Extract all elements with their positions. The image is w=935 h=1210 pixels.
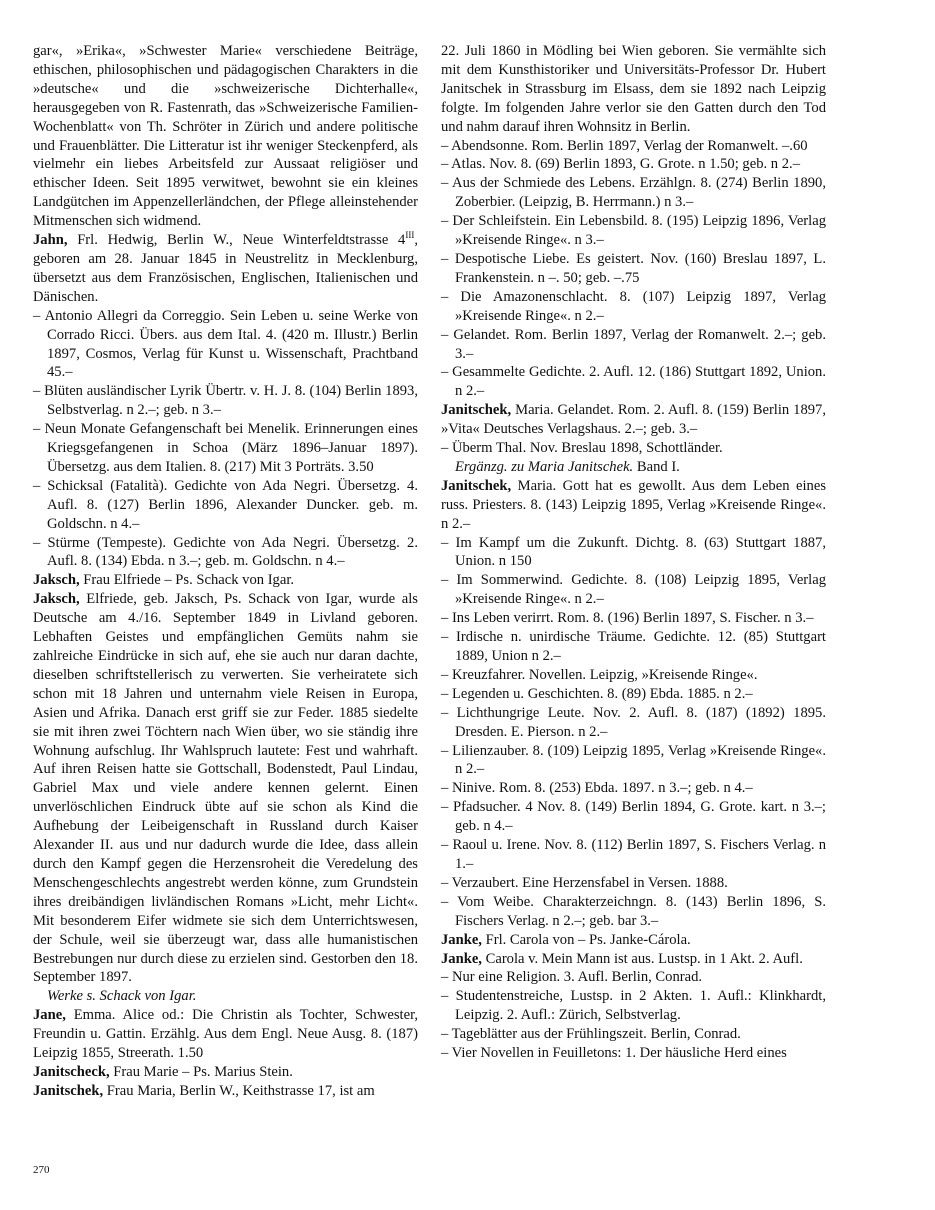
work-item: – Vom Weibe. Charakterzeichngn. 8. (143) Berlin 1896, S. Fischers Verlag. n 2.–; geb. bar 3.–	[441, 893, 826, 929]
work-item: – Gesammelte Gedichte. 2. Aufl. 12. (186) Stuttgart 1892, Union. n 2.–	[441, 364, 826, 400]
work-item: – Kreuzfahrer. Novellen. Leipzig, »Kreisende Ringe«.	[441, 666, 758, 683]
work-item: – Studentenstreiche, Lustsp. in 2 Akten. 1. Aufl.: Klinkhardt, Leipzig. 2. Aufl.: Zürich, Selbstverlag.	[441, 988, 826, 1024]
headword: Janitschek,	[441, 477, 512, 494]
work-item: – Neun Monate Gefangenschaft bei Menelik. Erinnerungen eines Kriegsgefangenen in Schoa (März 1896–Januar 1897). Übersetzg. aus dem Italien. 8. (217) Mit 3 Porträts. 3.50	[33, 421, 418, 475]
headword: Jane,	[33, 1007, 66, 1024]
entry-jaksch: Jaksch, Elfriede, geb. Jaksch, Ps. Schack von Igar, wurde als Deutsche am 4./16. September 1849 in Livland geboren. Lebhaften Geistes und empfänglichen Gemüts nahm sie zahlreiche Eindrücke in sich auf, ehe sie auch nur daran dachte, dieselben schriftstellerisch zu verwerten. Sie verheiratete sich schon mit 18 Jahren und unternahm viele Reisen in Europa, Asien und Afrika. Danach erst griff sie zur Feder. 1885 siedelte sie mit ihren zwei Töchtern nach Wien über, wo sie ständig ihre Wohnung aufschlug. Ihr Wahlspruch lautete: Fest und wahrhaft. Auf ihren Reisen hatte sie Gottschall, Bodenstedt, Paul Lindau, Gabriel Max und viele andere kennen gelernt. Einen unverlöschlichen Eindruck übte auf sie schon als Kind die Aufhebung der Leibeigenschaft in Russland durch Kaiser Alexander II. aus und nur dadurch wurde die Idee, dass allein durch den Kampf gegen die Herzensroheit die Veredelung des Menschengeschlechts angestrebt werden könne, zum Grundstein ihres dreibändigen livländischen Romans »Licht, mehr Licht«. Mit besonderem Eifer widmete sie sich dem Unterrichtswesen, der Schule, weil sie überzeugt war, dass alle humanistischen Bestrebungen nur durch diese zu erzielen sind. Gestorben den 18. September 1897.	[33, 591, 418, 986]
entry-janitschek: Janitschek, Frau Maria, Berlin W., Keithstrasse 17, ist am	[33, 1082, 375, 1099]
work-item: – Lilienzauber. 8. (109) Leipzig 1895, Verlag »Kreisende Ringe«. n 2.–	[441, 742, 826, 778]
entry-jaksch-pseudonym: Jaksch, Frau Elfriede – Ps. Schack von Igar.	[33, 572, 295, 589]
work-item: – Schicksal (Fatalità). Gedichte von Ada Negri. Übersetzg. 4. Aufl. 8. (127) Berlin 1896, Alexander Duncker. geb. m. Goldschn. n 4.–	[33, 477, 418, 532]
headword: Janitscheck,	[33, 1063, 110, 1080]
work-item: – Despotische Liebe. Es geistert. Nov. (160) Breslau 1897, L. Frankenstein. n –. 50; geb. –.75	[441, 250, 826, 286]
work-item: – Raoul u. Irene. Nov. 8. (112) Berlin 1897, S. Fischers Verlag. n 1.–	[441, 837, 826, 872]
left-column	[33, 42, 418, 1101]
right-column	[441, 42, 826, 1063]
work-item: – Stürme (Tempeste). Gedichte von Ada Negri. Übersetzg. 2. Aufl. 8. (134) Ebda. n 3.–; geb. m. Goldschn. n 4.–	[33, 534, 418, 570]
work-item: – Verzaubert. Eine Herzensfabel in Versen. 1888.	[441, 874, 728, 891]
work-item: – Pfadsucher. 4 Nov. 8. (149) Berlin 1894, G. Grote. kart. n 3.–; geb. n 4.–	[441, 799, 826, 835]
headword: Janke,	[441, 950, 482, 967]
work-item: – Der Schleifstein. Ein Lebensbild. 8. (195) Leipzig 1896, Verlag »Kreisende Ringe«. n 3.–	[441, 213, 826, 249]
entry-janke-pseudonym: Janke, Frl. Carola von – Ps. Janke-Cárola.	[441, 931, 691, 948]
paragraph-continuation: 22. Juli 1860 in Mödling bei Wien geboren. Sie vermählte sich mit dem Kunsthistoriker und Universitäts-Professor Dr. Hubert Janitschek in Strassburg im Elsass, dem sie 1892 nach Leipzig folgte. Im folgenden Jahre verlor sie den Gatten durch den Tod und nahm darauf ihren Wohnsitz in Berlin.	[441, 43, 826, 135]
work-item: – Im Kampf um die Zukunft. Dichtg. 8. (63) Stuttgart 1887, Union. n 150	[441, 534, 826, 570]
headword: Janke,	[441, 931, 482, 948]
headword: Jaksch,	[33, 591, 80, 608]
supplement-note: Ergänzg. zu Maria Janitschek. Band I.	[455, 458, 680, 475]
work-item: – Die Amazonenschlacht. 8. (107) Leipzig 1897, Verlag »Kreisende Ringe«. n 2.–	[441, 288, 826, 324]
work-item: – Legenden u. Geschichten. 8. (89) Ebda. 1885. n 2.–	[441, 685, 753, 702]
headword: Janitschek,	[33, 1082, 104, 1099]
work-item: – Gelandet. Rom. Berlin 1897, Verlag der Romanwelt. 2.–; geb. 3.–	[441, 326, 826, 362]
work-item: – Überm Thal. Nov. Breslau 1898, Schottländer.	[441, 440, 723, 457]
entry-janitschek-gelandet: Janitschek, Maria. Gelandet. Rom. 2. Aufl. 8. (159) Berlin 1897, »Vita« Deutsches Verlagshaus. 2.–; geb. 3.–	[441, 402, 826, 438]
headword: Janitschek,	[441, 402, 512, 419]
work-item: – Nur eine Religion. 3. Aufl. Berlin, Conrad.	[441, 969, 703, 986]
work-item: – Blüten ausländischer Lyrik Übertr. v. H. J. 8. (104) Berlin 1893, Selbstverlag. n 2.–; geb. n 3.–	[33, 383, 418, 419]
entry-janitscheck: Janitscheck, Frau Marie – Ps. Marius Stein.	[33, 1063, 293, 1080]
work-item: – Lichthungrige Leute. Nov. 2. Aufl. 8. (187) (1892) 1895. Dresden. E. Pierson. n 2.–	[441, 704, 826, 740]
work-item: – Tageblätter aus der Frühlingszeit. Berlin, Conrad.	[441, 1026, 741, 1043]
work-item: – Irdische n. unirdische Träume. Gedichte. 12. (85) Stuttgart 1889, Union n 2.–	[441, 629, 826, 664]
headword: Jaksch,	[33, 572, 80, 589]
page-number: 270	[33, 1164, 50, 1176]
entry-jane: Jane, Emma. Alice od.: Die Christin als Tochter, Schwester, Freundin u. Gattin. Erzählg. Aus dem Engl. Neue Ausg. 8. (187) Leipzig 1855, Streerath. 1.50	[33, 1007, 418, 1062]
paragraph-continuation: gar«, »Erika«, »Schwester Marie« verschiedene Beiträge, ethischen, philosophischen und pädagogischen Charakters in die »deutsche« und die »schweizerische Dichterhalle«, herausgegeben von R. Fastenrath, das »Schweizerische Familien-Wochenblatt« von Th. Schröter in Zürich und andere politische und Frauenblätter. Die Litteratur ist ihr weniger Steckenpferd, als vielmehr ein liebes Arbeitsfeld zur Aussaat religiöser und ethischer Ideen. Seit 1895 verwitwet, bewohnt sie ein kleines Landgütchen im Appenzellerländchen, der Pflege alleinstehender Mitmenschen sich widmend.	[33, 43, 418, 230]
entry-janke: Janke, Carola v. Mein Mann ist aus. Lustsp. in 1 Akt. 2. Aufl.	[441, 950, 803, 967]
cross-reference-note: Werke s. Schack von Igar.	[47, 988, 197, 1005]
work-item: – Atlas. Nov. 8. (69) Berlin 1893, G. Grote. n 1.50; geb. n 2.–	[441, 156, 800, 173]
work-item: – Vier Novellen in Feuilletons: 1. Der häusliche Herd eines	[441, 1045, 787, 1062]
headword: Jahn,	[33, 232, 68, 249]
work-item: – Abendsonne. Rom. Berlin 1897, Verlag der Romanwelt. –.60	[441, 137, 808, 154]
entry-janitschek-gott: Janitschek, Maria. Gott hat es gewollt. Aus dem Leben eines russ. Priesters. 8. (143) Leipzig 1895, Verlag »Kreisende Ringe«. n 2.–	[441, 477, 826, 532]
work-item: – Im Sommerwind. Gedichte. 8. (108) Leipzig 1895, Verlag »Kreisende Ringe«. n 2.–	[441, 572, 826, 608]
entry-jahn: Jahn, Frl. Hedwig, Berlin W., Neue Winterfeldtstrasse $4^{III}$, geboren am 28. Januar 1845 in Neustrelitz in Mecklenburg, übersetzt aus dem Französischen, Englischen, Italienischen und Dänischen.	[33, 230, 418, 305]
work-item: – Ninive. Rom. 8. (253) Ebda. 1897. n 3.–; geb. n 4.–	[441, 780, 753, 797]
work-item: – Aus der Schmiede des Lebens. Erzählgn. 8. (274) Berlin 1890, Zoberbier. (Leipzig, B. Herrmann.) n 3.–	[441, 175, 826, 211]
work-item: – Ins Leben verirrt. Rom. 8. (196) Berlin 1897, S. Fischer. n 3.–	[441, 610, 814, 627]
work-item: – Antonio Allegri da Correggio. Sein Leben u. seine Werke von Corrado Ricci. Übers. aus dem Ital. 4. (420 m. Illustr.) Berlin 1897, Cosmos, Verlag für Kunst u. Wissenschaft, Prachtband 45.–	[33, 307, 418, 381]
